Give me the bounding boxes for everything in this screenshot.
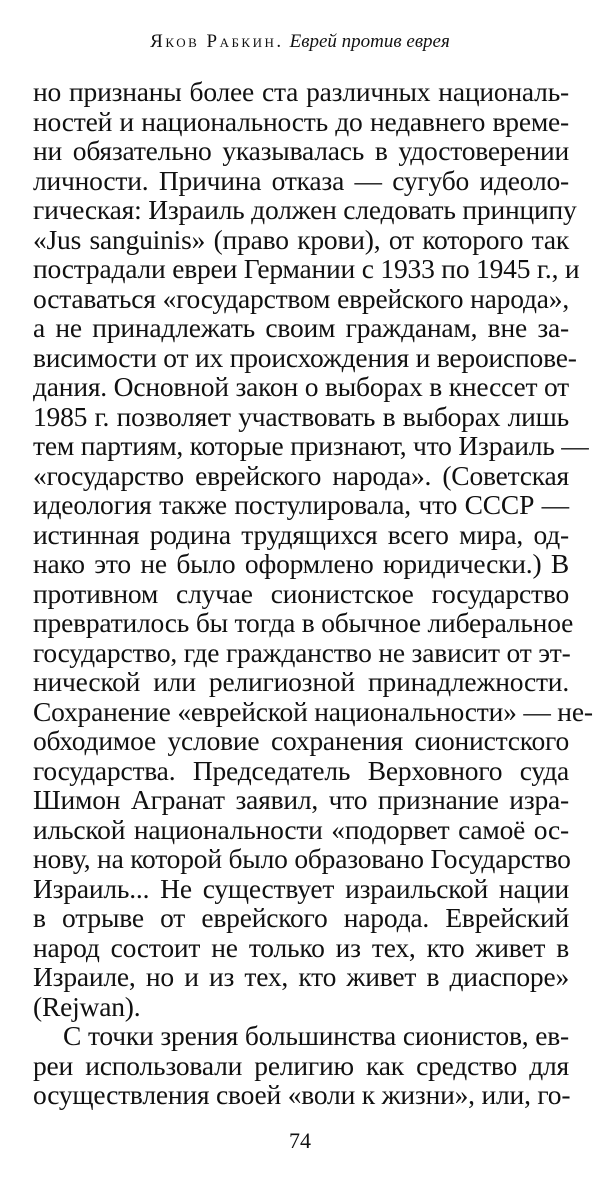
text-line: реи использовали религию как средство для <box>33 1049 569 1081</box>
text-line: Шимон Агранат заявил, что признание изра- <box>33 784 569 815</box>
text-line: «Jus sanguinis» (право крови), от которого так <box>33 223 569 255</box>
text-line: Сохранение «еврейской национальности» — не- <box>33 695 593 727</box>
text-line: нако это не было оформлено юридически.) В <box>33 548 569 579</box>
text-line: превратилось бы тогда в обычное либеральное <box>33 607 574 638</box>
text-line: а не принадлежать своим гражданам, вне за- <box>33 312 569 343</box>
text-line: нову, на которой было образовано Государство <box>33 843 571 874</box>
text-line: нической или религиозной принадлежности. <box>33 666 569 697</box>
text-line: но признаны более ста различных националь- <box>33 76 569 107</box>
running-header <box>0 30 600 54</box>
text-line: «государство еврейского народа». (Советская <box>33 459 569 491</box>
text-line: осуществления своей «воли к жизни», или, го- <box>33 1079 571 1110</box>
text-line: идеология также постулировала, что СССР — <box>33 489 569 520</box>
text-line: обходимое условие сохранения сионистского <box>33 725 569 756</box>
text-line: 1985 г. позволяет участвовать в выборах лишь <box>33 400 569 432</box>
text-line: С точки зрения большинства сионистов, ев- <box>63 1020 569 1051</box>
text-line: личности. Причина отказа — сугубо идеоло- <box>33 164 569 196</box>
text-line: ильской национальности «подорвет самоё ос- <box>33 813 569 845</box>
body-text <box>33 76 593 1110</box>
text-line: истинная родина трудящихся всего мира, од- <box>33 518 569 550</box>
text-line: оставаться «государством еврейского народа», <box>33 282 569 314</box>
header-book-title: Еврей против еврея <box>289 31 450 52</box>
text-line: ни обязательно указывалась в удостоверении <box>33 135 569 166</box>
text-line: государства. Председатель Верховного суда <box>33 754 569 786</box>
text-line: гическая: Израиль должен следовать принципу <box>33 194 577 225</box>
text-line: тем партиям, которые признают, что Израиль — <box>33 430 589 461</box>
text-line: ностей и национальность до недавнего време- <box>33 105 569 137</box>
header-author: Яков Рабкин. <box>150 31 284 52</box>
text-line: дания. Основной закон о выборах в кнессет от <box>33 371 569 402</box>
text-line: народ состоит не только из тех, кто живет в <box>33 931 569 963</box>
text-line: (Rejwan). <box>33 990 141 1022</box>
page-number: 74 <box>289 1128 311 1153</box>
text-line: Израиль... Не существует израильской нации <box>33 872 569 904</box>
text-line: противном случае сионистское государство <box>33 577 569 609</box>
text-line: пострадали евреи Германии с 1933 по 1945 г., и <box>33 253 580 284</box>
text-line: в отрыве от еврейского народа. Еврейский <box>33 902 569 933</box>
text-line: государство, где гражданство не зависит от эт- <box>33 636 571 668</box>
text-line: Израиле, но и из тех, кто живет в диаспоре» <box>33 961 569 992</box>
text-line: висимости от их происхождения и вероиспове- <box>33 341 577 373</box>
